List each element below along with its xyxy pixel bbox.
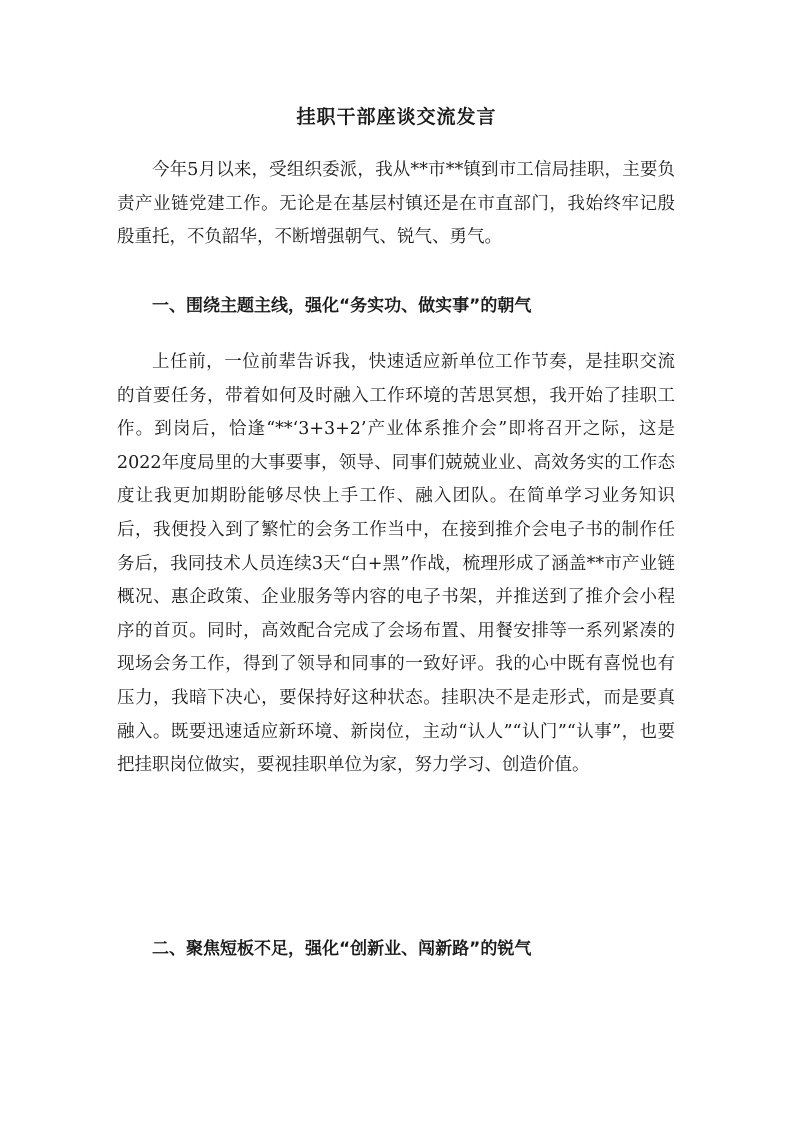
- document-title: 挂职干部座谈交流发言: [296, 106, 497, 128]
- intro-paragraph: 今年5月以来，受组织委派，我从**市**镇到市工信局挂职，主要负责产业链党建工作。无论是在基层村镇还是在市直部门，我始终牢记殷殷重托，不负韶华，不断增强朝气、锐气、勇气。: [117, 160, 675, 248]
- section-1-heading: 一、围绕主题主线，强化“务实功、做实事”的朝气: [152, 296, 532, 316]
- section-1-paragraph: 上任前，一位前辈告诉我，快速适应新单位工作节奏，是挂职交流的首要任务，带着如何及时融入工作环境的苦思冥想，我开始了挂职工作。到岗后，恰逢“**‘3+3+2’产业体系推介会”即将召开之际，这是2022年度局里的大事要事，领导、同事们兢兢业业、高效务实的工作态度让我更加期盼能够尽快上手工作、融入团队。在简单学习业务知识后，我便投入到了繁忙的会务工作当中，在接到推介会电子书的制作任务后，我同技术人员连续3天“白+黑”作战，梳理形成了涵盖**市产业链概况、惠企政策、企业服务等内容的电子书架，并推送到了推介会小程序的首页。同时，高效配合完成了会场布置、用餐安排等一系列紧凑的现场会务工作，得到了领导和同事的一致好评。我的心中既有喜悦也有压力，我暗下决心，要保持好这种状态。挂职决不是走形式，而是要真融入。既要迅速适应新环境、新岗位，主动“认人”“认门”“认事”，也要把挂职岗位做实，要视挂职单位为家，努力学习、创造价值。: [117, 352, 675, 776]
- section-2-heading: 二、聚焦短板不足，强化“创新业、闯新路”的锐气: [152, 939, 532, 959]
